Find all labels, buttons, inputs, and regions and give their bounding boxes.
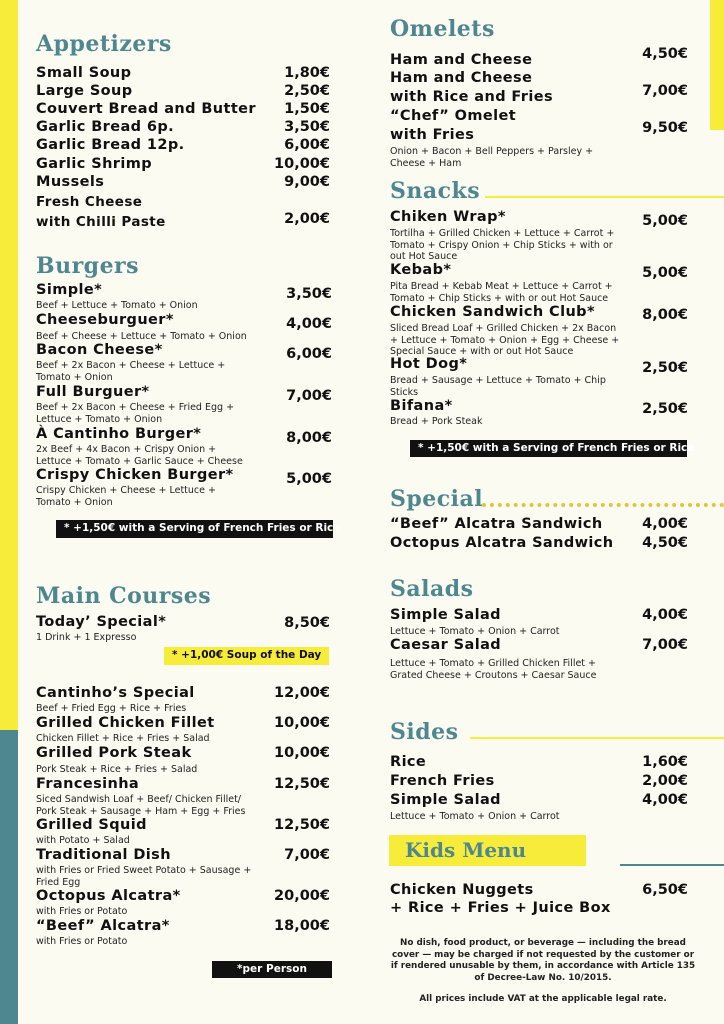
menu-item-description: Bread + Pork Steak (390, 416, 483, 427)
menu-item-name: Cheeseburguer* (36, 312, 174, 328)
salads-heading: Salads (390, 576, 474, 602)
menu-item-price: 4,00€ (286, 316, 332, 332)
menu-item-description: Lettuce + Tomato + Grilled Chicken Fillet + Grated Cheese + Croutons + Caesar Sauce (390, 658, 597, 681)
menu-item-name: Large Soup (36, 83, 133, 99)
menu-item-price: 8,00€ (286, 430, 332, 446)
menu-item-price: 5,00€ (642, 213, 688, 229)
menu-item-description: Bread + Sausage + Lettuce + Tomato + Chip Sticks (390, 375, 606, 398)
menu-item-name: Chicken Sandwich Club* (390, 304, 595, 320)
burgers-fries-note: * +1,50€ with a Serving of French Fries or Rice (56, 520, 333, 538)
per-person-note: *per Person (212, 961, 332, 978)
menu-item-name: Small Soup (36, 65, 132, 81)
menu-item-name: Grilled Chicken Fillet (36, 715, 215, 731)
snacks-divider (485, 196, 724, 198)
menu-item-description: Beef + Lettuce + Tomato + Onion (36, 300, 198, 311)
menu-item-price: 7,00€ (642, 637, 688, 653)
menu-item-price: 4,00€ (642, 516, 688, 532)
menu-item-price: 8,00€ (642, 307, 688, 323)
menu-item-price: 8,50€ (284, 615, 330, 631)
menu-item-description: Lettuce + Tomato + Onion + Carrot (390, 626, 560, 637)
menu-item-price: 2,50€ (284, 83, 330, 99)
menu-item-description: Beef + Cheese + Lettuce + Tomato + Onion (36, 331, 247, 342)
left-yellow-stripe (0, 0, 18, 730)
menu-item-price: 6,00€ (286, 346, 332, 362)
menu-item-price: 18,00€ (274, 918, 330, 934)
menu-item-price: 5,00€ (642, 265, 688, 281)
menu-item-description: Onion + Bacon + Bell Peppers + Parsley + Cheese + Ham (390, 146, 594, 169)
menu-item-description: 1 Drink + 1 Expresso (36, 632, 137, 643)
menu-item-name: Simple Salad (390, 607, 501, 623)
menu-item-name: Fresh Cheese (36, 194, 143, 210)
menu-item-name: Couvert Bread and Butter (36, 101, 256, 117)
menu-item-name: Grilled Squid (36, 817, 147, 833)
menu-item-price: 10,00€ (274, 156, 330, 172)
menu-item-price: 1,80€ (284, 65, 330, 81)
snacks-fries-note: * +1,50€ with a Serving of French Fries or Rice (410, 440, 687, 457)
menu-item-description: Siced Sandwish Loaf + Beef/ Chicken Fillet/ Pork Steak + Sausage + Ham + Egg + Fries (36, 794, 246, 817)
menu-item-price: 2,50€ (642, 360, 688, 376)
menu-item-name: Kebab* (390, 262, 452, 278)
kids-menu-banner (389, 835, 586, 866)
menu-item-name: Octopus Alcatra Sandwich (390, 535, 614, 551)
menu-item-name: Garlic Bread 6p. (36, 119, 175, 135)
menu-item-price: 1,50€ (284, 101, 330, 117)
menu-item-description: with Fries or Fried Sweet Potato + Sausage + Fried Egg (36, 865, 252, 888)
menu-item-name: with Chilli Paste (36, 214, 166, 230)
menu-item-name: “Beef” Alcatra Sandwich (390, 516, 603, 532)
menu-item-name: Hot Dog* (390, 356, 468, 372)
menu-item-price: 2,50€ (642, 401, 688, 417)
menu-item-name: À Cantinho Burger* (36, 426, 202, 442)
menu-item-name: Traditional Dish (36, 847, 171, 863)
menu-item-description: with Fries or Potato (36, 906, 128, 917)
sides-divider (470, 737, 724, 739)
special-dotted-divider (482, 503, 724, 507)
menu-item-description: Chicken Fillet + Rice + Fries + Salad (36, 733, 210, 744)
menu-item-price: 4,00€ (642, 607, 688, 623)
menu-item-name: with Rice and Fries (390, 89, 553, 105)
menu-item-price: 3,50€ (286, 286, 332, 302)
menu-item-price: 5,00€ (286, 471, 332, 487)
menu-item-name: Grilled Pork Steak (36, 745, 192, 761)
menu-item-name: “Beef” Alcatra* (36, 918, 170, 934)
menu-item-price: 6,00€ (284, 137, 330, 153)
right-yellow-stripe (710, 0, 724, 130)
sides-heading: Sides (390, 719, 459, 745)
menu-item-description: 2x Beef + 4x Bacon + Crispy Onion + Lettuce + Tomato + Garlic Sauce + Cheese (36, 444, 243, 467)
menu-item-description: Lettuce + Tomato + Onion + Carrot (390, 811, 560, 822)
menu-item-price: 10,00€ (274, 745, 330, 761)
menu-item-name: with Fries (390, 127, 475, 143)
menu-item-name: Today’ Special* (36, 614, 167, 630)
menu-item-description: Sliced Bread Loaf + Grilled Chicken + 2x Bacon + Lettuce + Tomato + Onion + Egg + Cheese + Special Sauce + with or out Hot Sauce (390, 323, 620, 357)
menu-item-price: 12,50€ (274, 817, 330, 833)
menu-item-price: 1,60€ (642, 754, 688, 770)
menu-item-description: Pita Bread + Kebab Meat + Lettuce + Carrot + Tomato + Chip Sticks + with or out Hot Sauce (390, 281, 613, 304)
menu-item-price: 20,00€ (274, 888, 330, 904)
snacks-heading: Snacks (390, 178, 481, 204)
menu-item-name: French Fries (390, 773, 495, 789)
kids-menu-heading: Kids Menu (405, 838, 527, 862)
menu-item-name: Mussels (36, 174, 105, 190)
menu-item-name: Simple Salad (390, 792, 501, 808)
burgers-heading: Burgers (36, 253, 140, 279)
menu-item-name: Bifana* (390, 398, 453, 414)
menu-item-description: Tortilha + Grilled Chicken + Lettuce + Carrot + Tomato + Crispy Onion + Chip Sticks + with or out Hot Sauce (390, 228, 615, 262)
menu-item-name: Chiken Wrap* (390, 209, 506, 225)
menu-item-description: Crispy Chicken + Cheese + Lettuce + Tomato + Onion (36, 485, 216, 508)
main-courses-heading: Main Courses (36, 583, 212, 609)
menu-item-price: 7,00€ (284, 847, 330, 863)
menu-item-name: Bacon Cheese* (36, 342, 163, 358)
menu-item-name: Garlic Shrimp (36, 156, 152, 172)
menu-item-name: Francesinha (36, 776, 140, 792)
menu-item-description: with Potato + Salad (36, 835, 130, 846)
menu-item-price: 4,50€ (642, 535, 688, 551)
menu-item-name: Rice (390, 754, 427, 770)
menu-item-name: Ham and Cheese (390, 70, 533, 86)
omelets-heading: Omelets (390, 16, 495, 42)
menu-item-price: 2,00€ (642, 773, 688, 789)
menu-item-price: 12,00€ (274, 685, 330, 701)
menu-item-price: 4,50€ (642, 46, 688, 62)
kids-divider (620, 864, 724, 866)
menu-item-price: 9,00€ (284, 174, 330, 190)
menu-item-price: 3,50€ (284, 119, 330, 135)
menu-item-name: Cantinho’s Special (36, 685, 195, 701)
vat-notice: All prices include VAT at the applicable legal rate. (419, 994, 667, 1004)
menu-item-name: Simple* (36, 282, 103, 298)
menu-item-name: Caesar Salad (390, 637, 502, 653)
special-heading: Special (390, 486, 484, 512)
menu-item-price: 4,00€ (642, 792, 688, 808)
menu-item-description: Beef + 2x Bacon + Cheese + Fried Egg + Lettuce + Tomato + Onion (36, 402, 235, 425)
menu-item-price: 10,00€ (274, 715, 330, 731)
menu-item-price: 7,00€ (286, 388, 332, 404)
menu-item-description: Beef + 2x Bacon + Cheese + Lettuce + Tomato + Onion (36, 360, 226, 383)
legal-notice: No dish, food product, or beverage — including the bread cover — may be charged if not requested by the customer or if rendered unusable by them, in accordance with Article 135 of Decree-Law No. 10/2015. (390, 938, 696, 983)
left-teal-stripe (0, 730, 18, 1024)
menu-item-name: Full Burguer* (36, 384, 150, 400)
menu-item-name: Garlic Bread 12p. (36, 137, 185, 153)
menu-item-description: Pork Steak + Rice + Fries + Salad (36, 764, 198, 775)
menu-item-price: 7,00€ (642, 83, 688, 99)
appetizers-heading: Appetizers (36, 31, 172, 57)
menu-item-price: 2,00€ (284, 211, 330, 227)
menu-item-price: 12,50€ (274, 776, 330, 792)
menu-item-name: “Chef” Omelet (390, 108, 517, 124)
menu-item-name: Octopus Alcatra* (36, 888, 181, 904)
menu-item-name: Crispy Chicken Burger* (36, 467, 234, 483)
menu-item-name: + Rice + Fries + Juice Box (390, 900, 611, 916)
menu-item-name: Chicken Nuggets (390, 882, 534, 898)
menu-item-price: 6,50€ (642, 882, 688, 898)
soup-of-the-day-note: * +1,00€ Soup of the Day (164, 647, 329, 665)
menu-item-name: Ham and Cheese (390, 52, 533, 68)
menu-item-price: 9,50€ (642, 120, 688, 136)
menu-item-description: Beef + Fried Egg + Rice + Fries (36, 703, 187, 714)
menu-item-description: with Fries or Potato (36, 936, 128, 947)
